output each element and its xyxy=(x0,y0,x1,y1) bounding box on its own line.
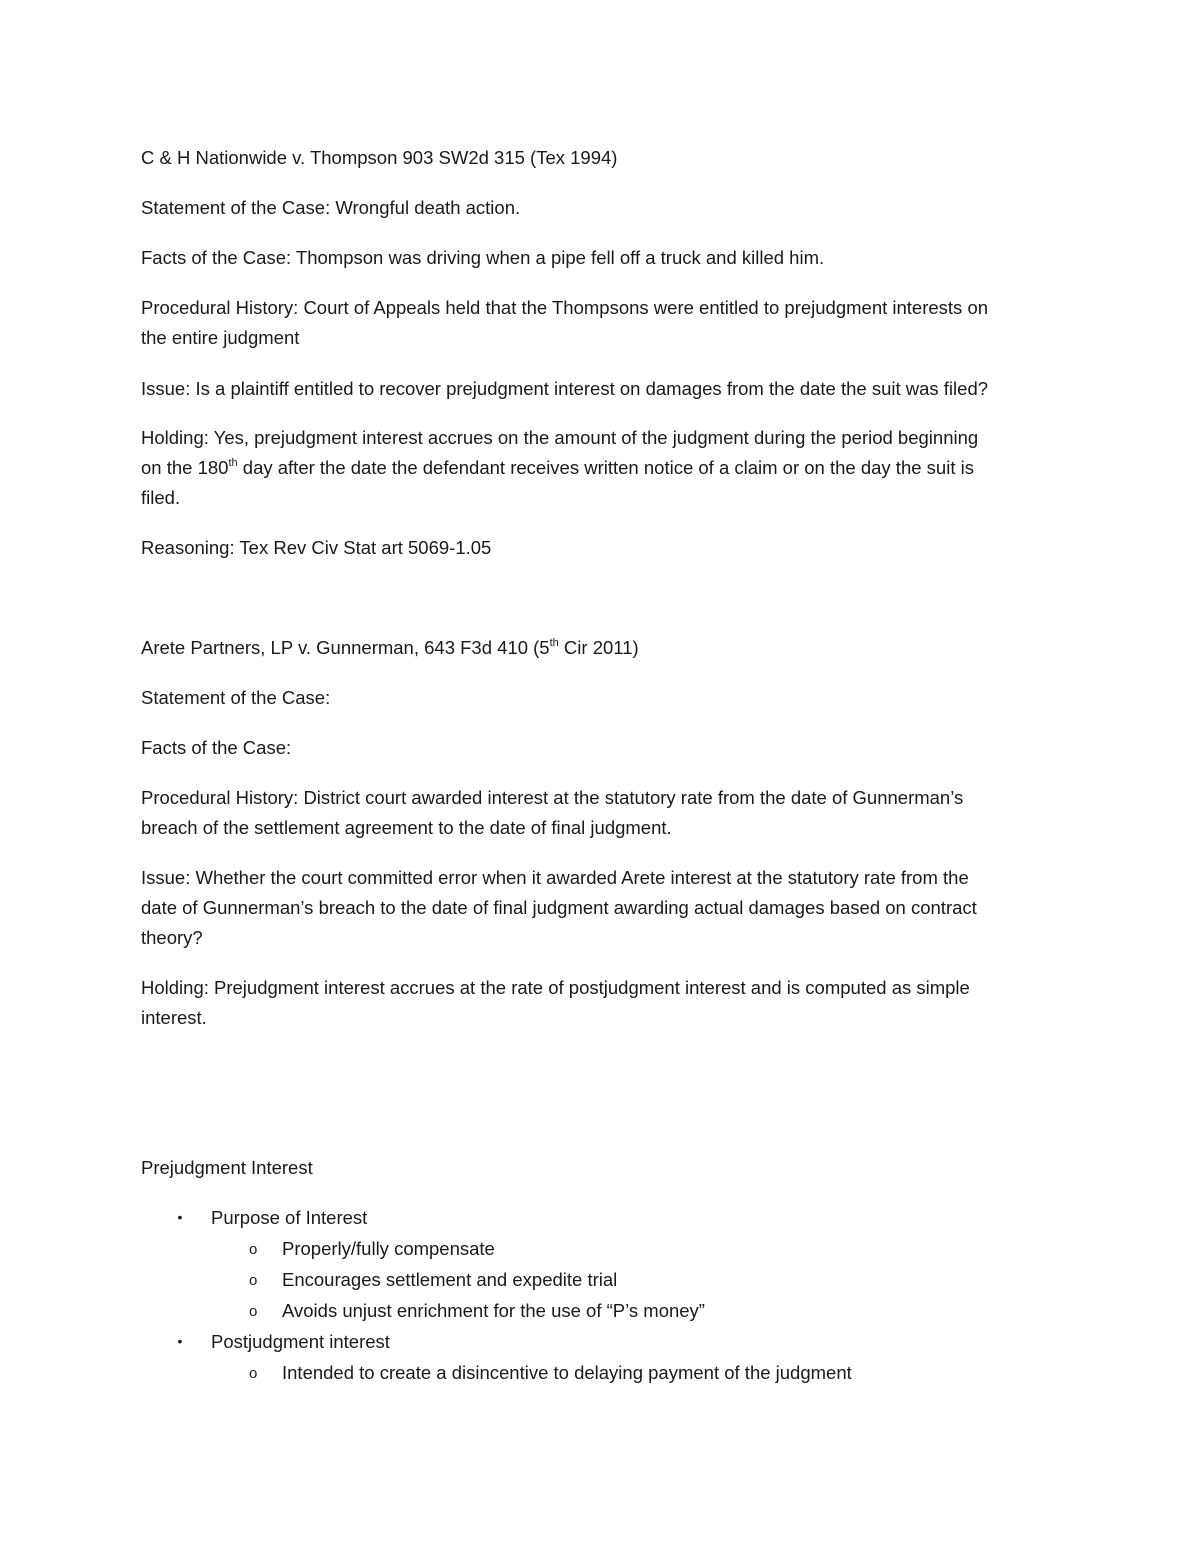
notes-bullet-list xyxy=(141,1202,1071,1388)
list-item-label: Postjudgment interest xyxy=(211,1331,390,1352)
case2-title-text xyxy=(141,633,1071,663)
case2-procedural-line2: breach of the settlement agreement to the date of final judgment. xyxy=(141,817,672,838)
bullet-marker: • xyxy=(177,1333,183,1349)
list-item xyxy=(141,1202,1071,1233)
case1-statement xyxy=(141,193,1071,223)
bullet-marker: • xyxy=(177,1209,183,1225)
sub-list-item xyxy=(141,1264,1071,1295)
case2-issue-line1: Issue: Whether the court committed error when it awarded Arete interest at the statutory rate from the xyxy=(141,867,969,888)
case1-facts xyxy=(141,243,1071,273)
list-item-label: Purpose of Interest xyxy=(211,1207,368,1228)
case1-holding-line1: Holding: Yes, prejudgment interest accrues on the amount of the judgment during the period beginning xyxy=(141,427,979,448)
case1-holding-line3: filed. xyxy=(141,487,181,508)
case1-holding-line2-a: on the 180 xyxy=(141,457,229,478)
case2-holding xyxy=(141,973,1071,1033)
case2-title-a: Arete Partners, LP v. Gunnerman, 643 F3d 410 (5 xyxy=(141,637,550,658)
case1-procedural-line2: the entire judgment xyxy=(141,327,300,348)
case1-procedural-line1: Procedural History: Court of Appeals held that the Thompsons were entitled to prejudgment interests on xyxy=(141,297,989,318)
case1-issue xyxy=(141,374,1071,404)
notes-heading-text: Prejudgment Interest xyxy=(141,1157,313,1178)
list-item xyxy=(141,1326,1071,1357)
case2-title-sup: th xyxy=(549,636,559,649)
case1-holding-line2-b: day after the date the defendant receives written notice of a claim or on the day the suit is xyxy=(237,457,974,478)
sub-bullet-marker: o xyxy=(249,1241,258,1258)
sub-bullet-marker: o xyxy=(249,1365,258,1382)
case1-holding-line2-sup: th xyxy=(228,456,238,469)
sub-list-item-label: Avoids unjust enrichment for the use of “P’s money” xyxy=(282,1300,705,1321)
sub-list-item-label: Intended to create a disincentive to delaying payment of the judgment xyxy=(282,1362,852,1383)
case1-procedural-history xyxy=(141,293,1071,353)
case2-title xyxy=(141,633,1071,663)
case1-reasoning xyxy=(141,533,1071,563)
case1-holding-line2 xyxy=(141,453,1071,483)
sub-list-item xyxy=(141,1357,1071,1388)
sub-list-item xyxy=(141,1295,1071,1326)
case1-title-text: C & H Nationwide v. Thompson 903 SW2d 315 (Tex 1994) xyxy=(141,147,618,168)
sub-bullet-marker: o xyxy=(249,1303,258,1320)
sub-bullet-marker: o xyxy=(249,1272,258,1289)
case2-statement-text: Statement of the Case: xyxy=(141,687,331,708)
case2-procedural-history xyxy=(141,783,1071,843)
case2-procedural-line1: Procedural History: District court awarded interest at the statutory rate from the date of Gunnerman’s xyxy=(141,787,964,808)
sub-list-item xyxy=(141,1233,1071,1264)
case1-title xyxy=(141,143,1071,173)
case2-issue-line2: date of Gunnerman’s breach to the date of final judgment awarding actual damages based on contract xyxy=(141,897,977,918)
case2-issue-line3: theory? xyxy=(141,927,203,948)
case2-statement xyxy=(141,683,1071,713)
case2-issue xyxy=(141,863,1071,953)
notes-heading xyxy=(141,1153,1071,1183)
sub-list-item-label: Properly/fully compensate xyxy=(282,1238,495,1259)
case1-reasoning-text: Reasoning: Tex Rev Civ Stat art 5069-1.05 xyxy=(141,537,492,558)
case1-holding xyxy=(141,423,1071,513)
case1-issue-text: Issue: Is a plaintiff entitled to recover prejudgment interest on damages from the date the suit was filed? xyxy=(141,378,989,399)
case2-title-b: Cir 2011) xyxy=(558,637,639,658)
case1-facts-text: Facts of the Case: Thompson was driving when a pipe fell off a truck and killed him. xyxy=(141,247,825,268)
case2-facts-text: Facts of the Case: xyxy=(141,737,292,758)
case2-holding-line1: Holding: Prejudgment interest accrues at the rate of postjudgment interest and is computed as simple xyxy=(141,977,970,998)
sub-list-item-label: Encourages settlement and expedite trial xyxy=(282,1269,618,1290)
case2-holding-line2: interest. xyxy=(141,1007,207,1028)
case2-facts xyxy=(141,733,1071,763)
case1-statement-text: Statement of the Case: Wrongful death action. xyxy=(141,197,521,218)
